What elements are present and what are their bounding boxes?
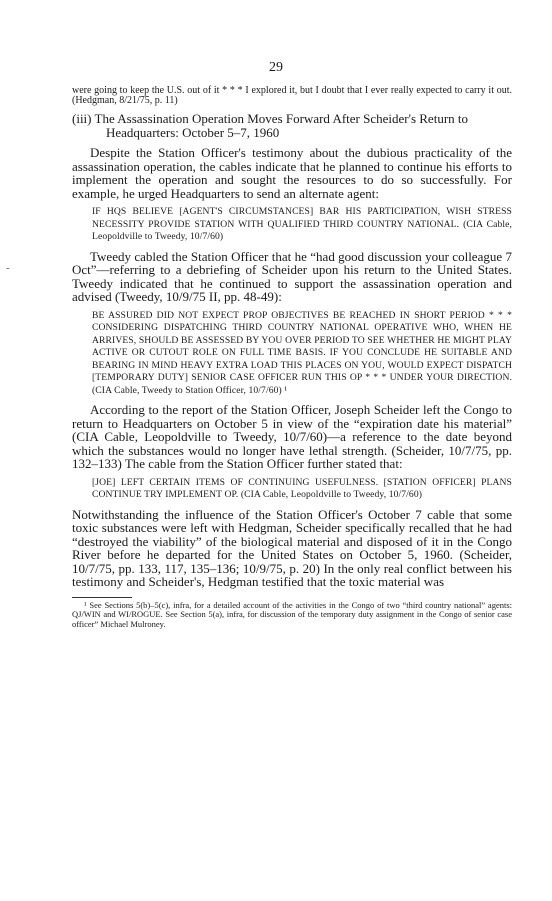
cable-quote-2: BE ASSURED DID NOT EXPECT PROP OBJECTIVES BE REACHED IN SHORT PERIOD * * * CONSIDERING DISPATCHING THIRD COUNTRY NATIONAL OPERATIVE WHO, WHEN HE ARRIVES, SHOULD BE ASSESSED BY YOU OVER PERIOD TO SEE WHETHER HE MIGHT PLAY ACTIVE OR CUTOUT ROLE ON FULL TIME BASIS. IF YOU CONCLUDE HE SUITABLE AND BEARING IN MIND HEAVY EXTRA LOAD THIS PLACES ON YOU, WOULD EXPECT DISPATCH [TEMPORARY DUTY] SENIOR CASE OFFICER RUN THIS OP * * * UNDER YOUR DIRECTION. (CIA Cable, Tweedy to Station Officer, 10/7/60) ¹: [92, 309, 512, 396]
margin-mark: -: [6, 262, 10, 274]
paragraph-2: Tweedy cabled the Station Officer that he “had good discussion your colleague 7 Oct”—referring to a debriefing of Scheider upon his return to the United States. Tweedy indicated that he continued to support the assassination operation and advised (Tweedy, 10/9/75 II, pp. 48-49):: [72, 248, 512, 304]
paragraph-1: Despite the Station Officer's testimony about the dubious practicality of the assassination operation, the cables indicate that he planned to continue his efforts to implement the operation and sought the resources to do so successfully. For example, he urged Headquarters to send an alternate agent:: [72, 145, 512, 201]
continuation-paragraph: were going to keep the U.S. out of it * * * I explored it, but I doubt that I ever really expected to carry it out. (Hedgman, 8/21/75, p. 11): [72, 85, 512, 106]
page-number: 29: [269, 60, 283, 75]
cable-quote-1: IF HQS BELIEVE [AGENT'S CIRCUMSTANCES] BAR HIS PARTICIPATION, WISH STRESS NECESSITY PROVIDE STATION WITH QUALIFIED THIRD COUNTRY NATIONAL. (CIA Cable, Leopoldville to Tweedy, 10/7/60): [92, 206, 512, 242]
page-body: [72, 86, 512, 629]
footnote-divider: [72, 597, 132, 598]
footnote: ¹ See Sections 5(b)–5(c), infra, for a detailed account of the activities in the Congo of two “third country national” agents: QJ/WIN and WI/ROGUE. See Section 5(a), infra, for discussion of the temporary duty assignment in the Congo of senior case officer” Michael Mulroney.: [72, 599, 512, 629]
paragraph-3: According to the report of the Station Officer, Joseph Scheider left the Congo to return to Headquarters on October 5 in view of the “expiration date his material” (CIA Cable, Leopoldville to Tweedy, 10/7/60)—a reference to the date beyond which the substances would no longer have lethal strength. (Scheider, 10/7/75, pp. 132–133) The cable from the Station Officer further stated that:: [72, 402, 512, 471]
section-heading: (iii) The Assassination Operation Moves Forward After Scheider's Return to Headquarters: October 5–7, 1960: [72, 111, 469, 140]
paragraph-4: Notwithstanding the influence of the Station Officer's October 7 cable that some toxic substances were left with Hedgman, Scheider specifically recalled that he had “destroyed the viability” of the biological material and disposed of it in the Congo River before he departed for the United States on October 5, 1960. (Scheider, 10/7/75, pp. 133, 117, 135–136; 10/9/75, p. 20) In the only real conflict between his testimony and Scheider's, Hedgman testified that the toxic material was: [72, 506, 512, 589]
cable-quote-3: [JOE] LEFT CERTAIN ITEMS OF CONTINUING USEFULNESS. [STATION OFFICER] PLANS CONTINUE TRY IMPLEMENT OP. (CIA Cable, Leopoldville to Tweedy, 10/7/60): [92, 476, 512, 500]
